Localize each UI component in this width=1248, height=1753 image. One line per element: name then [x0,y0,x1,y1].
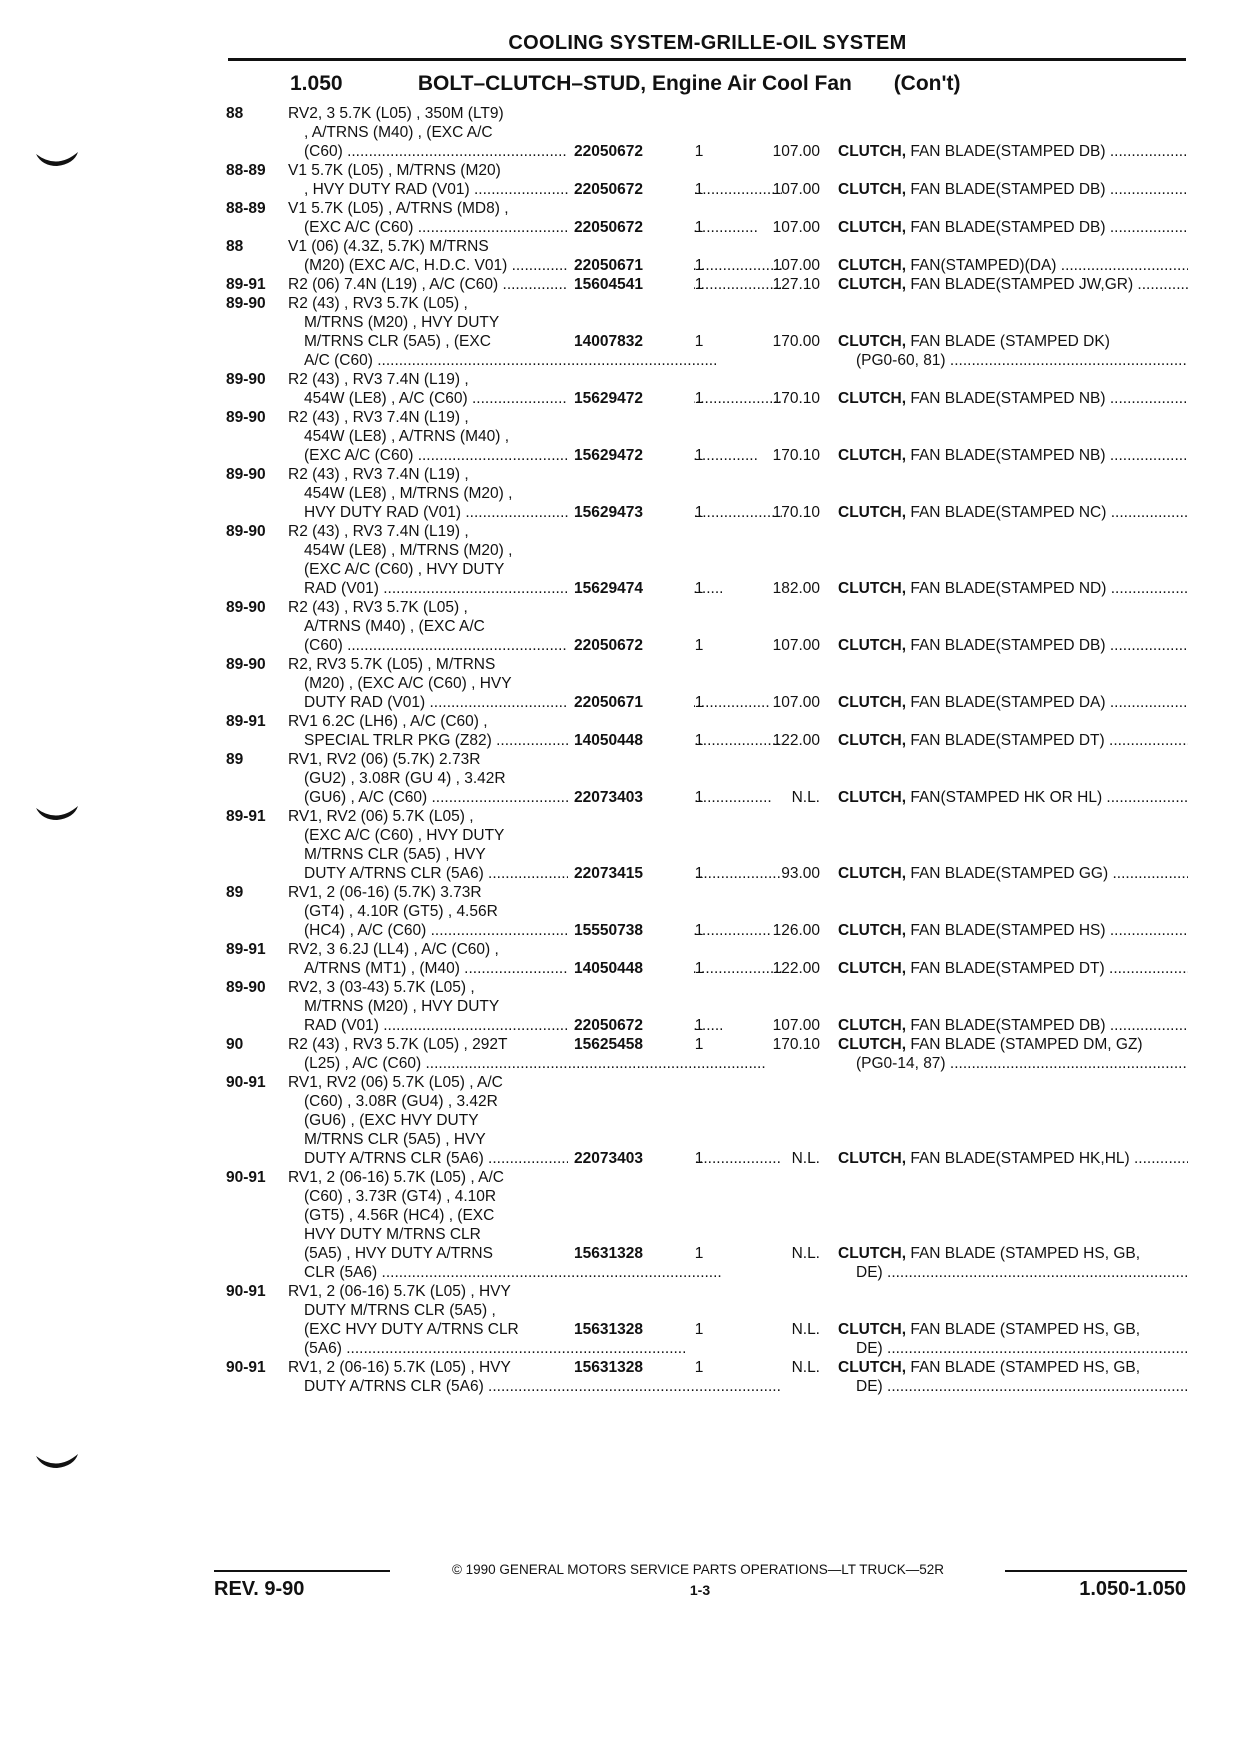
application-line: RV1, 2 (06-16) 5.7K (L05) , HVY [288,1283,511,1300]
table-row [226,104,1188,161]
part-description-head: CLUTCH, [838,960,907,977]
part-description-head: CLUTCH, [838,732,907,749]
part-description-head: CLUTCH, [838,637,907,654]
part-number: 22050671 [568,256,694,275]
application-line: 454W (LE8) , A/C (C60) ..... [288,389,782,408]
quantity: 1 [694,504,704,521]
application-line: 454W (LE8) , M/TRNS (M20) , [304,542,513,559]
quantity: 1 [694,580,704,597]
part-details [226,275,1188,294]
application-line: (EXC A/C (C60) , HVY DUTY [304,561,505,578]
part-description-text: FAN BLADE(STAMPED DT) ..... [910,732,1188,749]
part-description-head: CLUTCH, [838,447,907,464]
quantity: 1 [694,181,704,198]
application-line: (5A5) , HVY DUTY A/TRNS [304,1245,493,1262]
part-description [838,1358,1188,1377]
application-line: R2 (43) , RV3 5.7K (L05) , 292T [288,1036,508,1053]
quantity: 1 [694,1321,704,1338]
application-line: V1 (06) (4.3Z, 5.7K) M/TRNS [288,238,489,255]
application-line: (GU2) , 3.08R (GU 4) , 3.42R [304,770,506,787]
part-description [838,1149,1188,1168]
part-description [838,142,1188,161]
quantity: 1 [694,865,704,882]
application-line: R2 (43) , RV3 7.4N (L19) , [288,466,469,483]
table-row [226,1168,1188,1282]
part-number: 15625458 [568,1035,694,1054]
application-line: (M20) , (EXC A/C (C60) , HVY [304,675,512,692]
part-description [838,1035,1188,1054]
section-code: 1.050 [290,72,343,95]
model-years: 88-89 [226,200,266,217]
table-row [226,370,1188,408]
part-description [838,218,1188,237]
model-years: 90-91 [226,1359,266,1376]
part-description-text: FAN BLADE (STAMPED HS, GB, [910,1321,1141,1338]
application-line: 454W (LE8) , M/TRNS (M20) , [304,485,513,502]
part-description-text: FAN BLADE(STAMPED HK,HL) ..... [910,1150,1188,1167]
application-line: (GT4) , 4.10R (GT5) , 4.56R [304,903,498,920]
model-years: 89-90 [226,599,266,616]
application-line: M/TRNS CLR (5A5) , HVY [304,846,486,863]
part-details [226,731,1188,750]
part-details [226,959,1188,978]
application-line: A/C (C60) ..... [288,351,782,370]
table-row [226,199,1188,237]
part-description-text: FAN BLADE(STAMPED DA) ..... [910,694,1188,711]
part-description-text: FAN BLADE(STAMPED DT) ..... [910,960,1188,977]
table-row [226,883,1188,940]
table-row [226,598,1188,655]
model-years: 89-90 [226,656,266,673]
part-details [226,446,1188,465]
quantity: 1 [694,276,704,293]
application-line: DUTY A/TRNS CLR (5A6) ..... [288,864,782,883]
part-description-text: FAN BLADE(STAMPED NB) ..... [910,447,1188,464]
application-line: DUTY RAD (V01) ..... [288,693,782,712]
part-number: 22050671 [568,693,694,712]
application-line: R2 (43) , RV3 7.4N (L19) , [288,523,469,540]
model-years: 90 [226,1036,244,1053]
application-line: , A/TRNS (M40) , (EXC A/C [304,124,493,141]
part-description-continued: (PG0-60, 81) ..... [856,351,1188,370]
part-description [838,921,1188,940]
application-line: (GT5) , 4.56R (HC4) , (EXC [304,1207,495,1224]
part-description-continued: DE) ..... [856,1263,1188,1282]
part-description-text: FAN BLADE (STAMPED DM, GZ) [910,1036,1143,1053]
model-years: 89-91 [226,941,266,958]
part-description-head: CLUTCH, [838,1245,907,1262]
model-years: 89-91 [226,276,266,293]
quantity: 1 [694,789,704,806]
application-line: RV1, RV2 (06) (5.7K) 2.73R [288,751,481,768]
application-line: (EXC HVY DUTY A/TRNS CLR [304,1321,519,1338]
part-details [226,788,1188,807]
part-description-text: FAN BLADE(STAMPED NB) ..... [910,390,1188,407]
part-details [226,864,1188,883]
part-number: 22073403 [568,788,694,807]
table-row [226,978,1188,1035]
price: 170.10 [772,1036,820,1053]
quantity: 1 [694,1017,704,1034]
part-description-head: CLUTCH, [838,181,907,198]
part-description [838,636,1188,655]
application-line: RV2, 3 (03-43) 5.7K (L05) , [288,979,475,996]
application-line: V1 5.7K (L05) , M/TRNS (M20) [288,162,501,179]
footer-page-number: 1-3 [689,1582,711,1598]
footer-revision: REV. 9-90 [214,1578,305,1600]
quantity: 1 [694,1245,704,1262]
application-line: (EXC A/C (C60) , HVY DUTY [304,827,505,844]
price: 126.00 [772,922,820,939]
part-number: 15629473 [568,503,694,522]
table-row [226,294,1188,370]
application-line: DUTY A/TRNS CLR (5A6) ..... [288,1377,782,1396]
part-number: 22050672 [568,180,694,199]
application-line: RAD (V01) ..... [288,1016,782,1035]
application-line: RV1, 2 (06-16) (5.7K) 3.73R [288,884,482,901]
application-line: , HVY DUTY RAD (V01) ..... [288,180,782,199]
part-description [838,864,1188,883]
part-description-head: CLUTCH, [838,257,907,274]
part-details [226,693,1188,712]
application-description [288,1168,782,1282]
table-row [226,750,1188,807]
part-description-head: CLUTCH, [838,580,907,597]
application-line: 454W (LE8) , A/TRNS (M40) , [304,428,509,445]
part-description-text: FAN(STAMPED HK OR HL) ..... [910,789,1188,806]
section-name: BOLT–CLUTCH–STUD, Engine Air Cool Fan [417,72,852,95]
part-description-text: FAN BLADE(STAMPED DB) ..... [910,1017,1188,1034]
part-description-text: FAN BLADE (STAMPED HS, GB, [910,1245,1141,1262]
quantity: 1 [694,732,704,749]
table-row [226,1035,1188,1073]
application-line: RAD (V01) ..... [288,579,782,598]
quantity: 1 [694,257,704,274]
part-description-head: CLUTCH, [838,694,907,711]
part-description-head: CLUTCH, [838,390,907,407]
part-description-continued: DE) ..... [856,1377,1188,1396]
part-number: 15629474 [568,579,694,598]
footer-section-range: 1.050-1.050 [1079,1578,1186,1600]
application-line: RV1, 2 (06-16) 5.7K (L05) , A/C [288,1169,504,1186]
price: 107.00 [772,257,820,274]
application-line: M/TRNS CLR (5A5) , HVY [304,1131,486,1148]
footer-copyright: © 1990 GENERAL MOTORS SERVICE PARTS OPERATIONS—LT TRUCK—52R [451,1562,945,1577]
part-description [838,693,1188,712]
part-details [226,142,1188,161]
binder-punch-mark [34,804,80,822]
model-years: 90-91 [226,1169,266,1186]
part-number: 15631328 [568,1320,694,1339]
table-row [226,1073,1188,1168]
part-description [838,389,1188,408]
application-line: M/TRNS (M20) , HVY DUTY [304,998,500,1015]
quantity: 1 [694,143,704,160]
part-description-head: CLUTCH, [838,1017,907,1034]
part-details [226,180,1188,199]
part-description-head: CLUTCH, [838,1321,907,1338]
part-number: 15629472 [568,389,694,408]
application-line: M/TRNS CLR (5A5) , (EXC [304,333,491,350]
quantity: 1 [694,1359,704,1376]
part-details [226,579,1188,598]
part-number: 15604541 [568,275,694,294]
table-row [226,1358,1188,1396]
part-number: 14050448 [568,959,694,978]
table-row [226,1282,1188,1358]
part-number: 15629472 [568,446,694,465]
part-number: 22073403 [568,1149,694,1168]
price: N.L. [791,1245,820,1262]
model-years: 90-91 [226,1283,266,1300]
part-details [226,921,1188,940]
application-line: R2, RV3 5.7K (L05) , M/TRNS [288,656,496,673]
price: 127.10 [772,276,820,293]
application-line: (EXC A/C (C60) ..... [288,446,782,465]
quantity: 1 [694,447,704,464]
part-description [838,332,1188,351]
model-years: 88-89 [226,162,266,179]
part-number: 15550738 [568,921,694,940]
price: N.L. [791,1359,820,1376]
model-years: 89 [226,751,244,768]
part-description [838,731,1188,750]
part-description-text: FAN BLADE(STAMPED HS) ..... [910,922,1188,939]
quantity: 1 [694,694,704,711]
application-line: DUTY M/TRNS CLR (5A5) , [304,1302,496,1319]
price: 107.00 [772,143,820,160]
price: 122.00 [772,960,820,977]
section-continued: (Con't) [893,72,961,95]
part-number: 15631328 [568,1244,694,1263]
part-description-text: FAN BLADE(STAMPED GG) ..... [910,865,1188,882]
part-description-text: FAN BLADE(STAMPED NC) ..... [910,504,1188,521]
part-description [838,1320,1188,1339]
table-row [226,712,1188,750]
model-years: 89-91 [226,808,266,825]
part-description [838,959,1188,978]
application-line: (L25) , A/C (C60) ..... [288,1054,782,1073]
application-line: HVY DUTY RAD (V01) ..... [288,503,782,522]
part-description [838,446,1188,465]
footer-rule-left [214,1570,390,1572]
application-line: RV2, 3 5.7K (L05) , 350M (LT9) [288,105,504,122]
part-description [838,1016,1188,1035]
price: 107.00 [772,694,820,711]
application-line: M/TRNS (M20) , HVY DUTY [304,314,500,331]
application-line: CLR (5A6) ..... [288,1263,782,1282]
part-number: 14050448 [568,731,694,750]
part-number: 14007832 [568,332,694,351]
application-line: (M20) (EXC A/C, H.D.C. V01) ..... [288,256,782,275]
price: 182.00 [772,580,820,597]
part-description-head: CLUTCH, [838,789,907,806]
part-details [226,1016,1188,1035]
model-years: 88 [226,105,244,122]
application-line: (C60) ..... [288,142,782,161]
part-details [226,636,1188,655]
part-number: 22050672 [568,636,694,655]
application-line: (GU6) , (EXC HVY DUTY [304,1112,479,1129]
model-years: 89-90 [226,979,266,996]
price: 122.00 [772,732,820,749]
part-description-head: CLUTCH, [838,1150,907,1167]
quantity: 1 [694,960,704,977]
model-years: 89-90 [226,409,266,426]
price: N.L. [791,1150,820,1167]
application-line: (C60) , 3.08R (GU4) , 3.42R [304,1093,498,1110]
part-description-head: CLUTCH, [838,1036,907,1053]
part-description [838,180,1188,199]
part-details [226,503,1188,522]
price: 107.00 [772,181,820,198]
part-description-text: FAN BLADE(STAMPED DB) ..... [910,143,1188,160]
model-years: 89-90 [226,466,266,483]
footer-rule-right [1005,1570,1187,1572]
table-row [226,807,1188,883]
application-line: R2 (43) , RV3 5.7K (L05) , [288,295,468,312]
table-row [226,408,1188,465]
application-line: (5A6) ..... [288,1339,782,1358]
part-description [838,503,1188,522]
part-description [838,1244,1188,1263]
application-line: A/TRNS (M40) , (EXC A/C [304,618,485,635]
model-years: 88 [226,238,244,255]
application-line: (C60) ..... [288,636,782,655]
application-line: RV1, RV2 (06) 5.7K (L05) , [288,808,474,825]
table-row [226,237,1188,275]
quantity: 1 [694,219,704,236]
part-description-continued: (PG0-14, 87) ..... [856,1054,1188,1073]
quantity: 1 [694,390,704,407]
application-line: A/TRNS (MT1) , (M40) ..... [288,959,782,978]
price: N.L. [791,789,820,806]
parts-list [226,104,1188,1396]
model-years: 89-91 [226,713,266,730]
application-line: RV1 6.2C (LH6) , A/C (C60) , [288,713,488,730]
part-description-continued: DE) ..... [856,1339,1188,1358]
price: 170.10 [772,447,820,464]
part-details [226,389,1188,408]
part-description [838,788,1188,807]
price: 170.10 [772,504,820,521]
quantity: 1 [694,922,704,939]
price: N.L. [791,1321,820,1338]
application-line: (HC4) , A/C (C60) ..... [288,921,782,940]
quantity: 1 [694,333,704,350]
binder-punch-mark [34,1452,80,1470]
application-line: (C60) , 3.73R (GT4) , 4.10R [304,1188,497,1205]
part-description-head: CLUTCH, [838,276,907,293]
part-description [838,579,1188,598]
application-line: RV1, 2 (06-16) 5.7K (L05) , HVY [288,1359,511,1376]
part-details [226,1149,1188,1168]
table-row [226,655,1188,712]
quantity: 1 [694,1150,704,1167]
model-years: 89-90 [226,523,266,540]
application-line: R2 (43) , RV3 5.7K (L05) , [288,599,468,616]
part-description [838,256,1188,275]
price: 93.00 [781,865,820,882]
part-number: 22050672 [568,218,694,237]
price: 170.00 [772,333,820,350]
application-line: RV1, RV2 (06) 5.7K (L05) , A/C [288,1074,503,1091]
part-description-head: CLUTCH, [838,922,907,939]
part-description-text: FAN BLADE(STAMPED JW,GR) ..... [910,276,1188,293]
application-line: SPECIAL TRLR PKG (Z82) ..... [288,731,782,750]
model-years: 90-91 [226,1074,266,1091]
application-line: RV2, 3 6.2J (LL4) , A/C (C60) , [288,941,499,958]
model-years: 89 [226,884,244,901]
part-description-head: CLUTCH, [838,333,907,350]
part-number: 15631328 [568,1358,694,1377]
application-line: (GU6) , A/C (C60) ..... [288,788,782,807]
part-description-text: FAN BLADE(STAMPED DB) ..... [910,219,1188,236]
application-line: HVY DUTY M/TRNS CLR [304,1226,481,1243]
price: 107.00 [772,637,820,654]
part-description-head: CLUTCH, [838,219,907,236]
part-number: 22050672 [568,1016,694,1035]
price: 170.10 [772,390,820,407]
application-line: R2 (43) , RV3 7.4N (L19) , [288,409,469,426]
table-row [226,275,1188,294]
table-row [226,465,1188,522]
part-description [838,275,1188,294]
table-row [226,940,1188,978]
quantity: 1 [694,637,704,654]
quantity: 1 [694,1036,704,1053]
table-row [226,161,1188,199]
part-description-head: CLUTCH, [838,1359,907,1376]
part-description-head: CLUTCH, [838,143,907,160]
application-line: V1 5.7K (L05) , A/TRNS (MD8) , [288,200,509,217]
part-description-text: FAN BLADE(STAMPED DB) ..... [910,181,1188,198]
table-row [226,522,1188,598]
model-years: 89-90 [226,295,266,312]
part-details [226,256,1188,275]
part-description-head: CLUTCH, [838,504,907,521]
part-details [226,218,1188,237]
part-description-head: CLUTCH, [838,865,907,882]
application-line: R2 (43) , RV3 7.4N (L19) , [288,371,469,388]
part-description-text: FAN BLADE(STAMPED DB) ..... [910,637,1188,654]
binder-punch-mark [34,150,80,168]
section-heading [290,72,960,96]
page-title: COOLING SYSTEM-GRILLE-OIL SYSTEM [508,32,907,54]
application-line: (EXC A/C (C60) ..... [288,218,782,237]
title-rule [228,58,1186,61]
part-description-text: FAN(STAMPED)(DA) ..... [910,257,1188,274]
part-number: 22073415 [568,864,694,883]
application-line: DUTY A/TRNS CLR (5A6) ..... [288,1149,782,1168]
application-line: R2 (06) 7.4N (L19) , A/C (C60) ..... [288,275,782,294]
price: 107.00 [772,219,820,236]
part-description-text: FAN BLADE(STAMPED ND) ..... [910,580,1188,597]
part-description-text: FAN BLADE (STAMPED HS, GB, [910,1359,1141,1376]
part-number: 22050672 [568,142,694,161]
model-years: 89-90 [226,371,266,388]
price: 107.00 [772,1017,820,1034]
part-description-text: FAN BLADE (STAMPED DK) [910,333,1110,350]
